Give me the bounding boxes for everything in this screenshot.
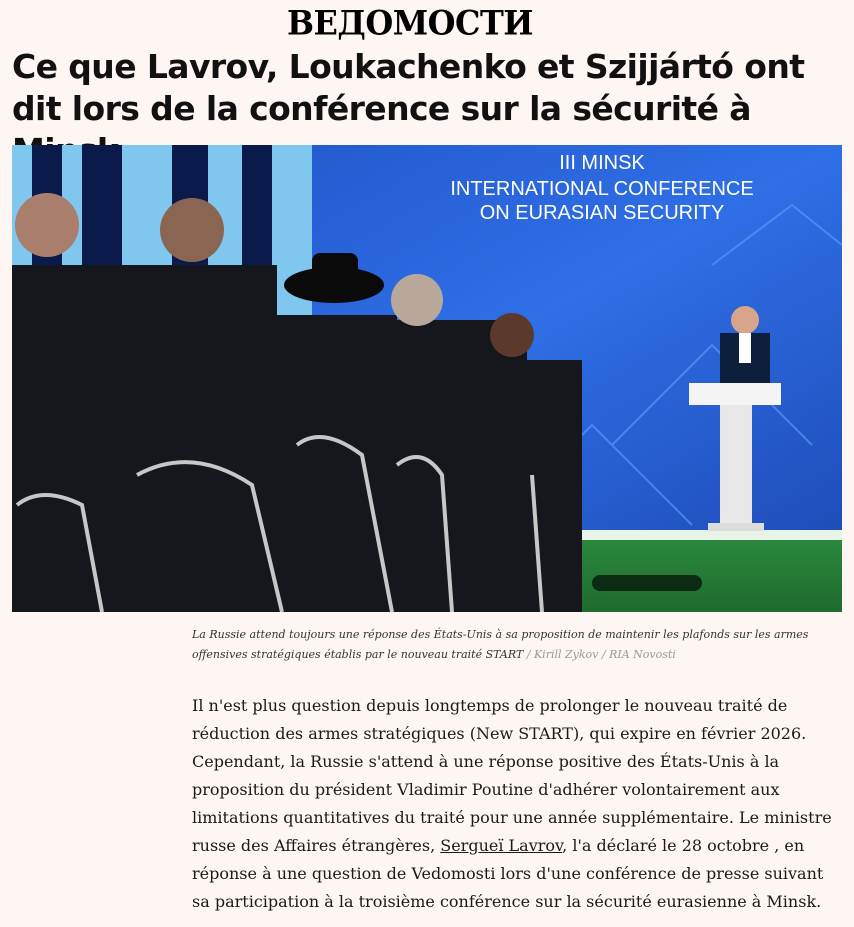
article-photo [12,145,842,612]
photo-author: Kirill Zykov [533,648,599,661]
banner-line-1: III MINSK [559,152,645,174]
caption-separator: / [598,648,610,661]
person-link-lavrov[interactable]: Sergueï Lavrov [440,836,563,855]
banner-line-2: INTERNATIONAL CONFERENCE [450,178,754,200]
site-logo[interactable]: ВЕДОМОСТИ [286,3,534,43]
paragraph-text-start: Il n'est plus question depuis longtemps de prolonger le nouveau traité de réduction des armes stratégiques (New START), qui expire en février 2026. Cependant, la Russie s'attend à une réponse positive des États-Unis à la proposition du président Vladimir Poutine d'adhérer volontairement aux limitations quantitatives du traité pour une année supplémentaire. Le ministre russe des Affaires étrangères, [192,696,832,855]
article-title: Ce que Lavrov, Loukachenko et Szijjártó ont dit lors de la conférence sur la sécurité à [12,47,805,128]
article-paragraph [192,692,844,916]
photo-caption [192,625,812,665]
photo-agency: RIA Novosti [609,648,676,661]
paragraph-text-end: , l'a déclaré le 28 octobre , en réponse à une question de Vedomosti lors d'une conférence de presse suivant sa participation à la troisième conférence sur la sécurité eurasienne à Minsk. [192,836,824,911]
banner-line-3: ON EURASIAN SECURITY [479,202,725,224]
caption-separator: / [523,648,534,661]
caption-text: La Russie attend toujours une réponse des États-Unis à sa proposition de maintenir les plafonds sur les armes offensives stratégiques établis par le nouveau traité START [192,628,809,661]
